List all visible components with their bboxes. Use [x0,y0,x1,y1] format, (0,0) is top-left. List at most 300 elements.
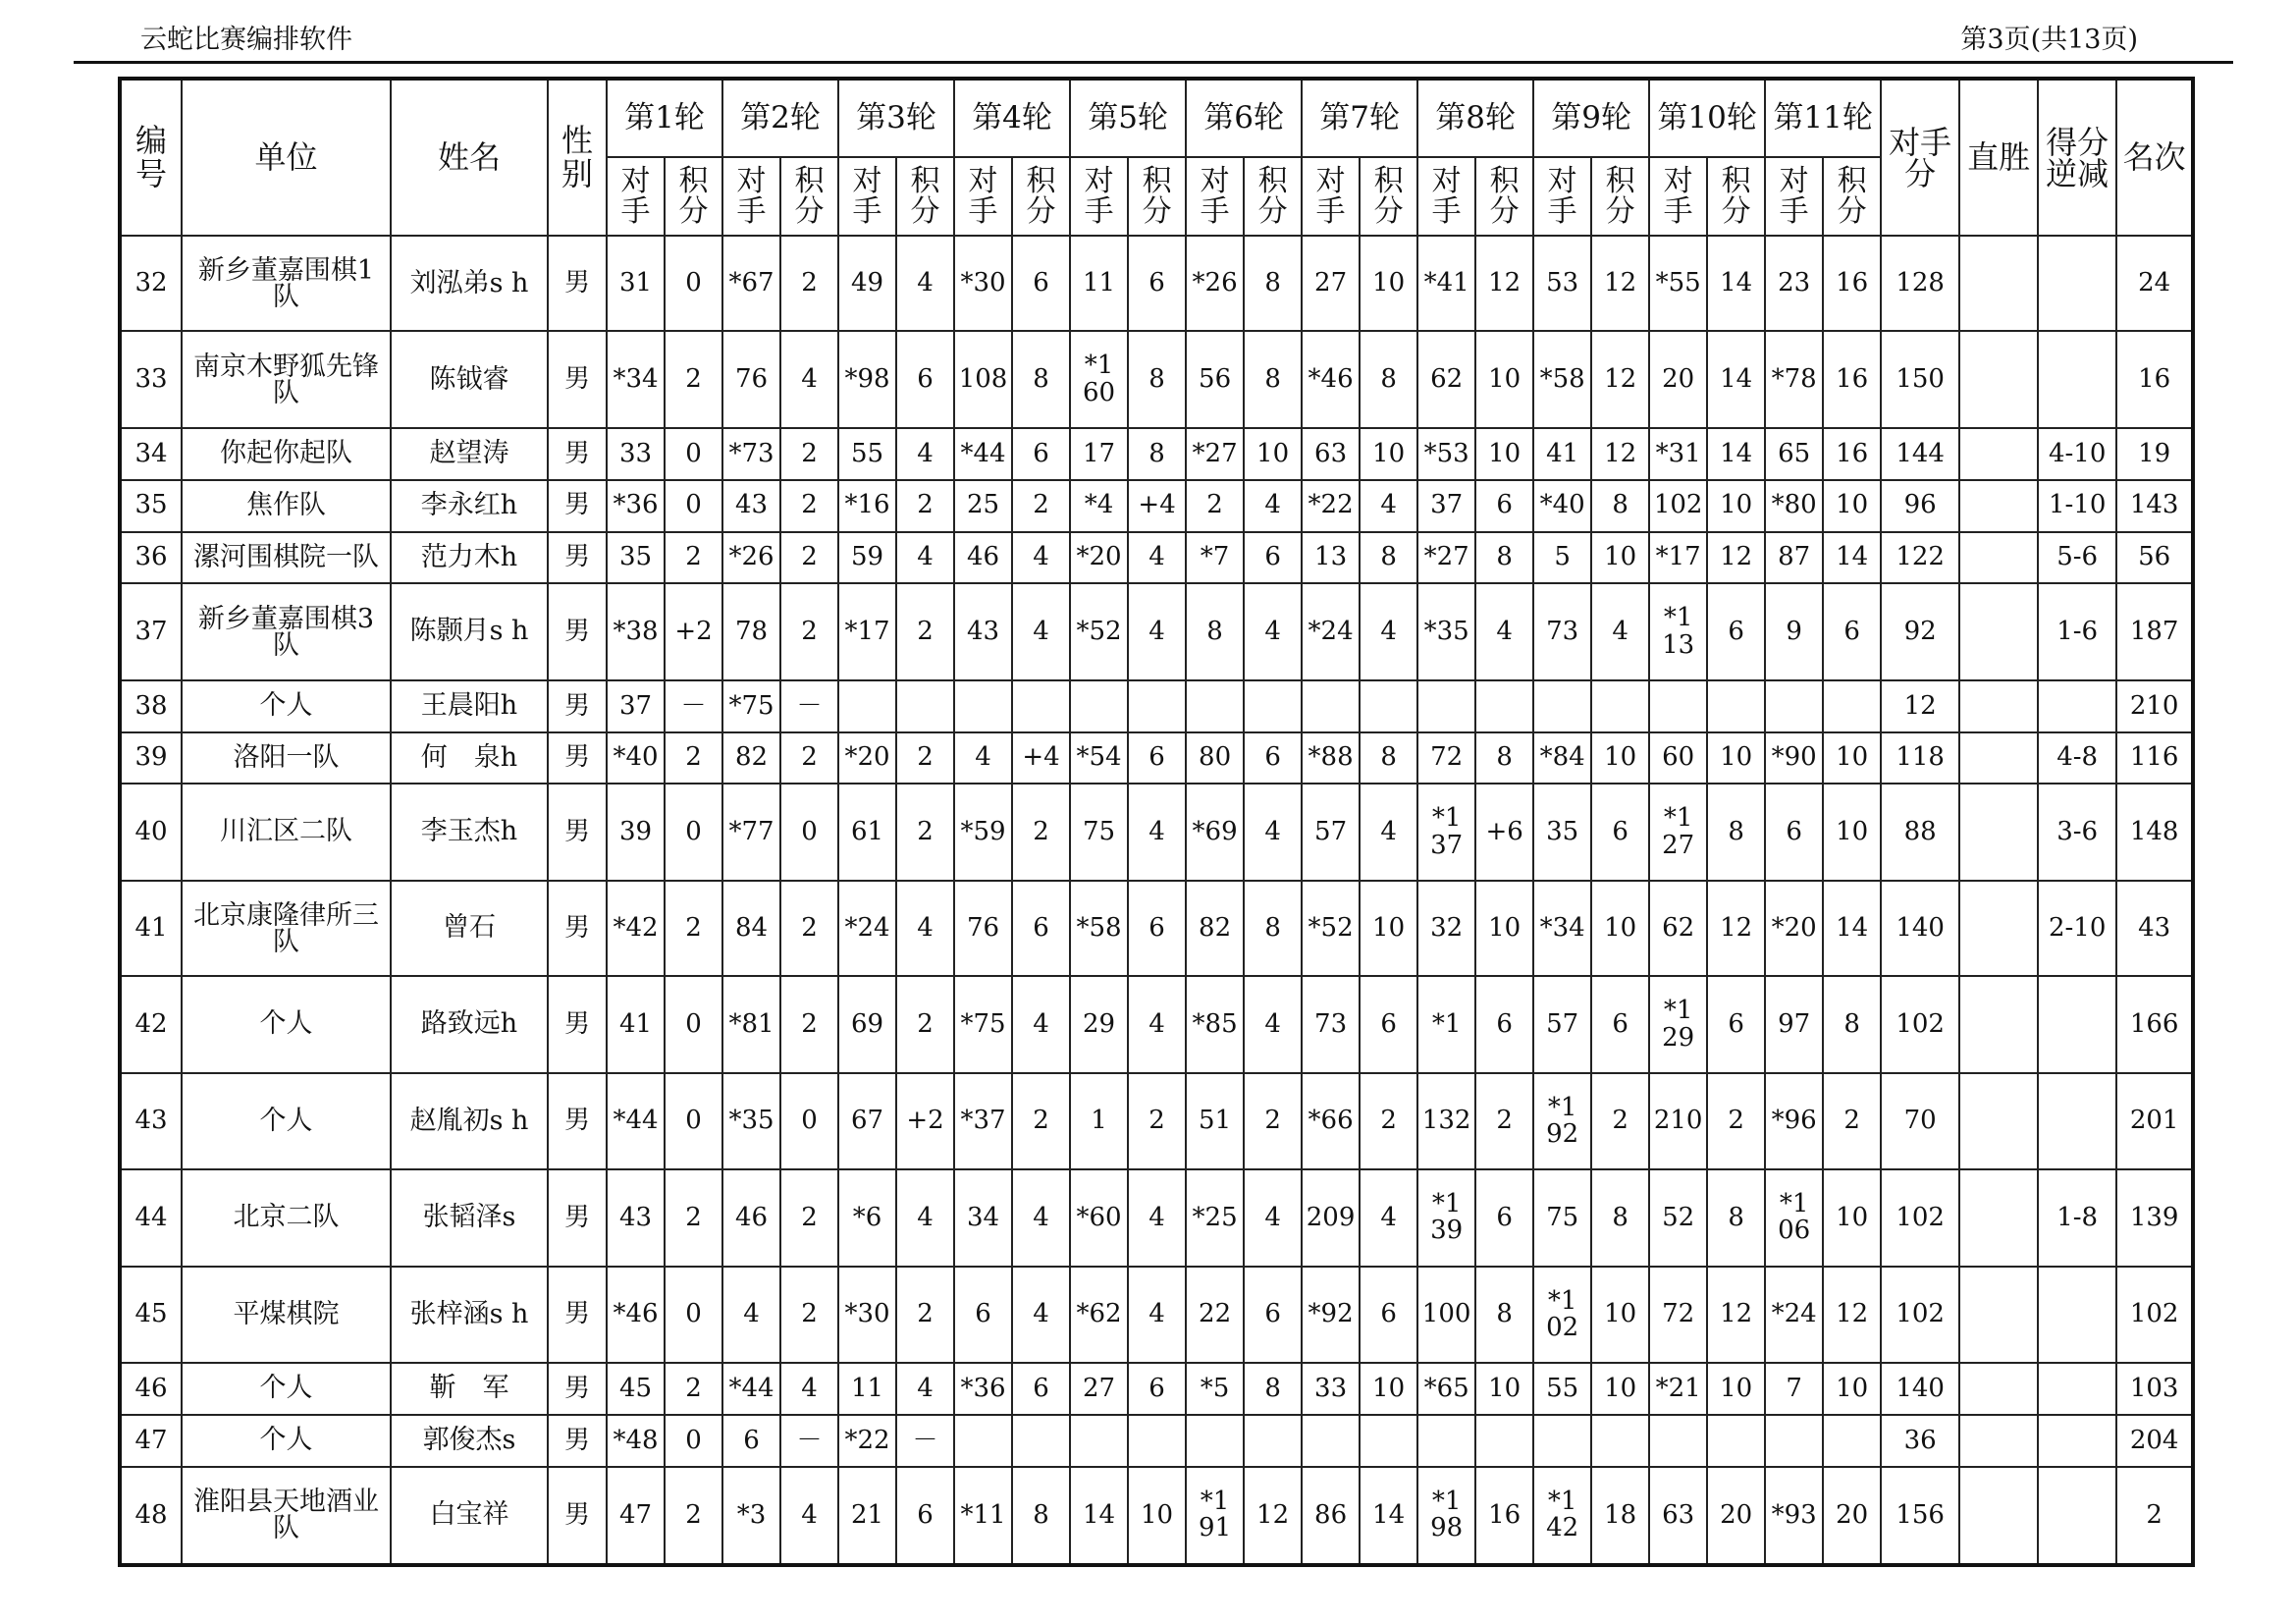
opponent-score-total: 118 [1881,732,1959,784]
player-name: 赵胤初s h [391,1073,548,1169]
round-1-opponent: *42 [607,881,665,976]
round-6-opponent [1186,1415,1244,1467]
round-2-score: 2 [780,976,838,1072]
round-2-score: 0 [780,1073,838,1169]
direct-win [1959,881,2038,976]
round-3-opponent: 67 [838,1073,896,1169]
round-9-opponent-text: *142 [1546,1487,1579,1543]
round-11-opponent: *80 [1765,480,1823,532]
opponent-subheader: 对手 [722,157,780,236]
opponent-subheader: 对手 [1070,157,1128,236]
round-2-score: 4 [780,331,838,427]
standings-table [118,77,2195,1567]
round-1-opponent: *46 [607,1267,665,1363]
header-row-top [120,79,2193,157]
round-6-opponent [1186,680,1244,732]
score-diff [2038,1363,2116,1415]
round-2-score: 4 [780,1363,838,1415]
round-10-opponent [1649,976,1707,1072]
round-6-opponent: *26 [1186,236,1244,331]
score-diff [2038,236,2116,331]
round-6-score: 10 [1244,428,1302,480]
round-8-score: 4 [1475,583,1533,679]
table-row [120,1267,2193,1363]
round-2-score: 2 [780,732,838,784]
round-2-score: 2 [780,1267,838,1363]
opponent-subheader: 对手 [1649,157,1707,236]
direct-win [1959,428,2038,480]
round-1-score: 2 [665,1169,722,1266]
round-4-score: 8 [1012,1467,1070,1565]
round-10-score: 8 [1707,784,1765,880]
score-diff: 1-6 [2038,583,2116,679]
round-10-score: 6 [1707,976,1765,1072]
round-9-opponent: 41 [1533,428,1591,480]
round-2-score: 2 [780,583,838,679]
rank: 56 [2116,532,2193,584]
round-3-score: 2 [896,1267,954,1363]
round-3-score: 6 [896,331,954,427]
round-5-opponent: 14 [1070,1467,1128,1565]
round-9-opponent: 53 [1533,236,1591,331]
round-1-opponent: 31 [607,236,665,331]
player-name: 路致远h [391,976,548,1072]
round-7-score: 10 [1360,881,1417,976]
opponent-score-total: 102 [1881,1267,1959,1363]
direct-win [1959,680,2038,732]
opponent-score-total: 70 [1881,1073,1959,1169]
player-unit [182,583,391,679]
round-2-opponent: *26 [722,532,780,584]
round-3-opponent: 69 [838,976,896,1072]
opponent-subheader: 对手 [838,157,896,236]
round-8-opponent: 37 [1417,480,1475,532]
round-9-opponent: *58 [1533,331,1591,427]
round-1-opponent: *38 [607,583,665,679]
player-gender: 男 [548,1169,607,1266]
round-11-score: 16 [1823,428,1881,480]
round-10-opponent [1649,1415,1707,1467]
round-6-score: 4 [1244,976,1302,1072]
round-3-opponent: 49 [838,236,896,331]
round-8-score: +6 [1475,784,1533,880]
round-6-score: 4 [1244,583,1302,679]
round-8-opponent: 100 [1417,1267,1475,1363]
round-8-opponent: 32 [1417,881,1475,976]
round-8-opponent: 62 [1417,331,1475,427]
round-5-score: 4 [1128,784,1186,880]
rank: 19 [2116,428,2193,480]
round-7-opponent [1302,680,1360,732]
rank: 139 [2116,1169,2193,1266]
opponent-subheader: 对手 [1186,157,1244,236]
round-10-score: 12 [1707,1267,1765,1363]
round-3-score: 4 [896,236,954,331]
round-4-score: 4 [1012,532,1070,584]
round-10-score: 10 [1707,1363,1765,1415]
rank: 116 [2116,732,2193,784]
round-6-opponent: 56 [1186,331,1244,427]
player-name: 张韬泽s [391,1169,548,1266]
round-9-opponent [1533,1073,1591,1169]
round-3-opponent: 21 [838,1467,896,1565]
player-unit-text: 南京木野狐先锋队 [193,351,379,408]
round-11-opponent [1765,1169,1823,1266]
player-gender: 男 [548,331,607,427]
opponent-score-total: 128 [1881,236,1959,331]
round-9-score: 4 [1591,583,1649,679]
col-id-header: 编号 [120,79,182,236]
opponent-score-total: 88 [1881,784,1959,880]
round-4-score: 8 [1012,331,1070,427]
player-name: 李玉杰h [391,784,548,880]
round-11-header: 第11轮 [1765,79,1881,157]
round-7-opponent: *52 [1302,881,1360,976]
round-1-opponent: 43 [607,1169,665,1266]
round-9-opponent: *40 [1533,480,1591,532]
opponent-score-total: 140 [1881,1363,1959,1415]
round-5-opponent [1070,1415,1128,1467]
round-10-opponent [1649,583,1707,679]
round-5-opponent: 29 [1070,976,1128,1072]
round-10-score: 14 [1707,331,1765,427]
round-11-score: 16 [1823,236,1881,331]
round-7-score: 8 [1360,532,1417,584]
round-5-score: 6 [1128,881,1186,976]
opponent-score-total: 122 [1881,532,1959,584]
rank: 148 [2116,784,2193,880]
round-10-score: 14 [1707,428,1765,480]
player-gender: 男 [548,1467,607,1565]
round-11-score: 12 [1823,1267,1881,1363]
round-11-score: 10 [1823,480,1881,532]
round-7-opponent: 63 [1302,428,1360,480]
player-gender: 男 [548,881,607,976]
round-2-opponent: *81 [722,976,780,1072]
round-9-score: 12 [1591,428,1649,480]
player-id: 45 [120,1267,182,1363]
round-10-score: 12 [1707,881,1765,976]
rank: 2 [2116,1467,2193,1565]
round-3-opponent: 55 [838,428,896,480]
round-10-opponent: 210 [1649,1073,1707,1169]
round-8-score: 10 [1475,428,1533,480]
round-9-score: 6 [1591,784,1649,880]
player-unit: 你起你起队 [182,428,391,480]
round-1-opponent: *36 [607,480,665,532]
player-unit: 个人 [182,680,391,732]
round-11-score: 10 [1823,1169,1881,1266]
round-3-score: +2 [896,1073,954,1169]
player-gender: 男 [548,680,607,732]
round-11-score: 16 [1823,331,1881,427]
score-subheader: 积分 [1360,157,1417,236]
round-6-score: 6 [1244,1267,1302,1363]
player-name: 郭俊杰s [391,1415,548,1467]
round-2-opponent: *35 [722,1073,780,1169]
round-9-opponent-text: *192 [1546,1092,1579,1149]
direct-win [1959,532,2038,584]
round-7-score: 8 [1360,732,1417,784]
score-diff: 5-6 [2038,532,2116,584]
round-4-score: +4 [1012,732,1070,784]
score-diff: 1-8 [2038,1169,2116,1266]
round-6-opponent: *69 [1186,784,1244,880]
direct-win [1959,1467,2038,1565]
round-8-opponent: *41 [1417,236,1475,331]
round-6-score: 4 [1244,784,1302,880]
round-3-opponent: *16 [838,480,896,532]
round-11-score: 10 [1823,732,1881,784]
round-3-opponent: *98 [838,331,896,427]
round-10-opponent: 102 [1649,480,1707,532]
round-2-opponent: *77 [722,784,780,880]
player-name: 白宝祥 [391,1467,548,1565]
player-gender: 男 [548,236,607,331]
direct-win [1959,1363,2038,1415]
score-subheader: 积分 [1012,157,1070,236]
round-4-score [1012,680,1070,732]
round-10-score [1707,1415,1765,1467]
round-2-score: 2 [780,881,838,976]
round-4-opponent: *37 [954,1073,1012,1169]
round-8-opponent: *27 [1417,532,1475,584]
round-9-header: 第9轮 [1533,79,1649,157]
round-2-opponent: *44 [722,1363,780,1415]
round-7-opponent: 57 [1302,784,1360,880]
player-name: 何 泉h [391,732,548,784]
round-1-score: 2 [665,732,722,784]
round-6-score [1244,1415,1302,1467]
round-1-opponent: 41 [607,976,665,1072]
round-8-score: 6 [1475,480,1533,532]
round-4-header: 第4轮 [954,79,1070,157]
round-3-score: 2 [896,480,954,532]
round-5-opponent: *62 [1070,1267,1128,1363]
opponent-subheader: 对手 [1765,157,1823,236]
round-9-opponent [1533,1467,1591,1565]
round-4-opponent: *30 [954,236,1012,331]
player-gender: 男 [548,583,607,679]
round-9-opponent [1533,680,1591,732]
round-8-opponent: *65 [1417,1363,1475,1415]
round-10-opponent: 60 [1649,732,1707,784]
round-10-opponent [1649,680,1707,732]
score-subheader: 积分 [1823,157,1881,236]
round-2-opponent: 78 [722,583,780,679]
direct-win [1959,1169,2038,1266]
round-9-score [1591,680,1649,732]
opponent-score-total: 140 [1881,881,1959,976]
player-id: 34 [120,428,182,480]
round-11-score [1823,680,1881,732]
col-gender-header: 性别 [548,79,607,236]
round-1-score: 0 [665,236,722,331]
round-9-score [1591,1415,1649,1467]
round-5-opponent: 11 [1070,236,1128,331]
round-4-score: 4 [1012,1169,1070,1266]
score-subheader: 积分 [1591,157,1649,236]
player-gender: 男 [548,1073,607,1169]
round-4-opponent: *75 [954,976,1012,1072]
round-8-score: 6 [1475,1169,1533,1266]
round-1-opponent: 35 [607,532,665,584]
player-unit: 个人 [182,1363,391,1415]
player-gender: 男 [548,1415,607,1467]
round-3-opponent: *24 [838,881,896,976]
player-id: 32 [120,236,182,331]
round-1-opponent: *34 [607,331,665,427]
round-6-opponent: *85 [1186,976,1244,1072]
player-unit: 平煤棋院 [182,1267,391,1363]
round-1-score: +2 [665,583,722,679]
score-subheader: 积分 [1475,157,1533,236]
round-1-opponent: 45 [607,1363,665,1415]
round-7-opponent: 73 [1302,976,1360,1072]
round-5-opponent: *58 [1070,881,1128,976]
rank: 210 [2116,680,2193,732]
round-2-score: 2 [780,1169,838,1266]
round-10-opponent: *21 [1649,1363,1707,1415]
player-id: 46 [120,1363,182,1415]
round-9-opponent-text: *102 [1546,1285,1579,1342]
round-3-score: 4 [896,532,954,584]
round-5-opponent [1070,331,1128,427]
round-11-opponent: 9 [1765,583,1823,679]
round-11-opponent: *20 [1765,881,1823,976]
round-1-opponent: *44 [607,1073,665,1169]
round-8-score: 10 [1475,881,1533,976]
round-11-opponent: *93 [1765,1467,1823,1565]
round-9-opponent: 73 [1533,583,1591,679]
score-diff [2038,331,2116,427]
round-10-score [1707,680,1765,732]
round-1-score: 0 [665,480,722,532]
round-4-opponent: 25 [954,480,1012,532]
table-body [120,236,2193,1565]
round-4-score: 6 [1012,1363,1070,1415]
round-10-score: 6 [1707,583,1765,679]
round-9-opponent [1533,1267,1591,1363]
round-7-score: 8 [1360,331,1417,427]
round-2-opponent: 82 [722,732,780,784]
round-3-score: 6 [896,1467,954,1565]
round-6-opponent: 51 [1186,1073,1244,1169]
player-unit [182,1467,391,1565]
round-1-header: 第1轮 [607,79,722,157]
round-5-score: 6 [1128,732,1186,784]
player-unit: 北京二队 [182,1169,391,1266]
round-1-score: 0 [665,428,722,480]
round-11-opponent: *24 [1765,1267,1823,1363]
opponent-subheader: 对手 [954,157,1012,236]
player-name: 曾石 [391,881,548,976]
table-row [120,784,2193,880]
table-row [120,331,2193,427]
table-row [120,428,2193,480]
round-10-opponent: *31 [1649,428,1707,480]
round-11-score: 10 [1823,1363,1881,1415]
round-6-score: 12 [1244,1467,1302,1565]
player-name: 张梓涵s h [391,1267,548,1363]
table-row [120,1073,2193,1169]
round-11-opponent: *78 [1765,331,1823,427]
score-subheader: 积分 [665,157,722,236]
round-6-opponent: *7 [1186,532,1244,584]
player-unit-text: 淮阳县天地酒业队 [193,1487,379,1544]
opponent-subheader: 对手 [607,157,665,236]
round-2-opponent: 76 [722,331,780,427]
round-6-score: 6 [1244,732,1302,784]
round-6-score: 8 [1244,881,1302,976]
round-5-opponent: 27 [1070,1363,1128,1415]
round-8-score [1475,1415,1533,1467]
round-9-opponent: 75 [1533,1169,1591,1266]
round-2-score: 4 [780,1467,838,1565]
round-4-opponent: *44 [954,428,1012,480]
opponent-subheader: 对手 [1417,157,1475,236]
round-3-opponent [838,680,896,732]
opponent-score-total: 156 [1881,1467,1959,1565]
round-7-opponent: 13 [1302,532,1360,584]
player-unit [182,236,391,331]
round-3-score: 4 [896,1363,954,1415]
round-11-opponent: *90 [1765,732,1823,784]
round-9-score: 8 [1591,1169,1649,1266]
round-3-score: 4 [896,881,954,976]
direct-win [1959,784,2038,880]
round-11-opponent-text: *106 [1778,1189,1811,1246]
rank: 16 [2116,331,2193,427]
round-6-score: 8 [1244,236,1302,331]
round-10-opponent: 20 [1649,331,1707,427]
round-6-opponent: 22 [1186,1267,1244,1363]
round-3-score [896,680,954,732]
round-11-opponent [1765,680,1823,732]
score-subheader: 积分 [1707,157,1765,236]
round-1-score: 0 [665,1267,722,1363]
player-name: 范力木h [391,532,548,584]
rank: 204 [2116,1415,2193,1467]
direct-win [1959,583,2038,679]
round-2-opponent: 84 [722,881,780,976]
round-3-opponent: *20 [838,732,896,784]
round-9-opponent [1533,1415,1591,1467]
col-unit-header: 单位 [182,79,391,236]
round-8-score: 16 [1475,1467,1533,1565]
round-8-score [1475,680,1533,732]
player-gender: 男 [548,1267,607,1363]
round-5-score [1128,680,1186,732]
round-5-opponent: *20 [1070,532,1128,584]
round-3-score: 2 [896,583,954,679]
score-diff: 4-10 [2038,428,2116,480]
round-5-header: 第5轮 [1070,79,1186,157]
round-11-score: 8 [1823,976,1881,1072]
round-9-score: 10 [1591,1363,1649,1415]
round-6-score: 4 [1244,480,1302,532]
round-9-score: 6 [1591,976,1649,1072]
round-4-opponent [954,1415,1012,1467]
score-subheader: 积分 [1128,157,1186,236]
round-5-opponent-text: *160 [1083,351,1116,407]
round-8-opponent: *53 [1417,428,1475,480]
round-5-opponent: 1 [1070,1073,1128,1169]
round-3-opponent: *17 [838,583,896,679]
round-10-score: 12 [1707,532,1765,584]
direct-win [1959,1073,2038,1169]
player-id: 37 [120,583,182,679]
